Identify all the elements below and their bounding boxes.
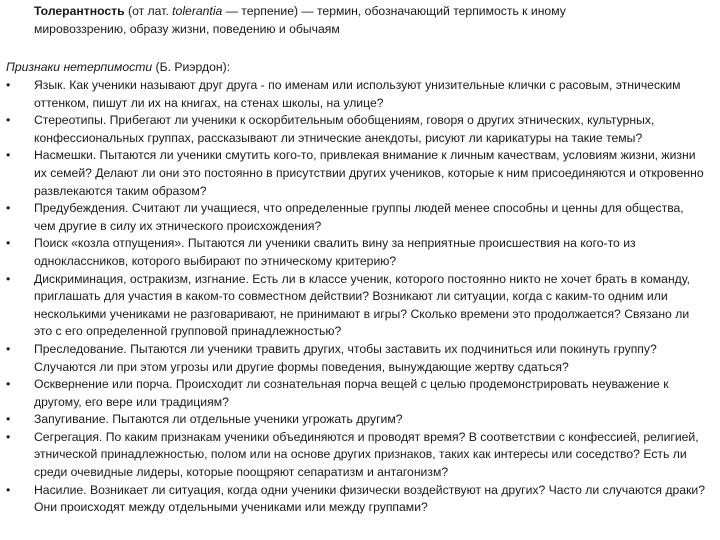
definition-text-part1: (от лат. <box>124 4 173 18</box>
list-item-text: Дискриминация, остракизм, изгнание. Есть ли в классе ученик, которого постоянно никто не хочет брать в команду, приглашать для участия в каком-то совместном действии? Возникают ли ситуации, когда с каким-то одним или несколькими учениками не разговаривают, не принимают в игры? Сколько времени это продолжается? Связано ли это с его определенной групповой принадлежностью? <box>34 271 691 339</box>
bullet-icon: • <box>6 148 11 163</box>
list-item <box>6 112 708 147</box>
bullet-icon: • <box>6 377 11 392</box>
definition-text-part2: — терпение) — термин, обозначающий терпимость к иному мировоззрению, образу жизни, поведению и обычаям <box>34 4 566 36</box>
definition-paragraph <box>34 3 654 38</box>
bullet-icon: • <box>6 412 11 427</box>
list-item <box>6 235 708 270</box>
list-item-text: Осквернение или порча. Происходит ли сознательная порча вещей с целью продемонстрировать неуважение к другому, его вере или традициям? <box>34 377 669 409</box>
bullet-icon: • <box>6 113 11 128</box>
list-item-text: Язык. Как ученики называют друг друга - по именам или используют унизительные клички с расовым, этническим оттенком, пишут ли их на книгах, на стенах школы, на улице? <box>34 78 681 110</box>
signs-heading <box>6 59 706 77</box>
list-item-text: Предубеждения. Считают ли учащиеся, что определенные группы людей менее способны и ценны для общества, чем другие в силу их этнического происхождения? <box>34 201 684 233</box>
list-item <box>6 376 708 411</box>
bullet-icon: • <box>6 482 11 497</box>
list-item <box>6 482 708 517</box>
list-item <box>6 200 708 235</box>
list-item <box>6 341 708 376</box>
bullet-icon: • <box>6 236 11 251</box>
bullet-icon: • <box>6 341 11 356</box>
term-tolerance: Толерантность <box>34 4 125 18</box>
signs-list <box>6 77 708 517</box>
list-item-text: Сегрегация. По каким признакам ученики объединяются и проводят время? В соответствии с конфессией, религией, этнической принадлежностью, полом или на основе других признаков, таких как интересы или соседство? Есть ли среди очевидные лидеры, которые поощряют сепаратизм и антагонизм? <box>34 429 699 480</box>
bullet-icon: • <box>6 78 11 92</box>
list-item <box>6 429 708 482</box>
list-item <box>6 147 708 200</box>
signs-heading-author: (Б. Риэрдон): <box>152 60 231 74</box>
bullet-icon: • <box>6 271 11 286</box>
bullet-icon: • <box>6 429 11 444</box>
list-item <box>6 77 708 112</box>
list-item-text: Насмешки. Пытаются ли ученики смутить кого-то, привлекая внимание к личным качествам, условиям жизни, жизни их семей? Делают ли они это постоянно в присутствии других учеников, которые к ним присоединяются и откровенно развлекаются таким образом? <box>34 148 704 198</box>
signs-heading-title: Признаки нетерпимости <box>6 60 153 74</box>
list-item-text: Насилие. Возникает ли ситуация, когда одни ученики физически воздействуют на других? Часто ли случаются драки? Они происходят между отдельными учениками или между группами? <box>34 482 706 515</box>
list-item <box>6 411 708 429</box>
list-item-text: Преследование. Пытаются ли ученики травить других, чтобы заставить их подчиниться или покинуть группу? Случаются ли при этом угрозы или другие формы поведения, вынуждающие жертву сдаться? <box>34 341 657 374</box>
latin-word: tolerantia <box>172 4 223 18</box>
list-item-text: Стереотипы. Прибегают ли ученики к оскорбительным обобщениям, говоря о других этнических, культурных, конфессиональных группах, рассказывают ли этнические анекдоты, рисуют ли карикатуры на такие темы? <box>34 113 655 145</box>
list-item-text: Запугивание. Пытаются ли отдельные ученики угрожать другим? <box>34 412 403 427</box>
bullet-icon: • <box>6 201 11 216</box>
list-item-text: Поиск «козла отпущения». Пытаются ли ученики свалить вину за неприятные происшествия на кого-то из одноклассников, которого выбирают по этническому критерию? <box>34 236 636 268</box>
list-item <box>6 271 708 341</box>
